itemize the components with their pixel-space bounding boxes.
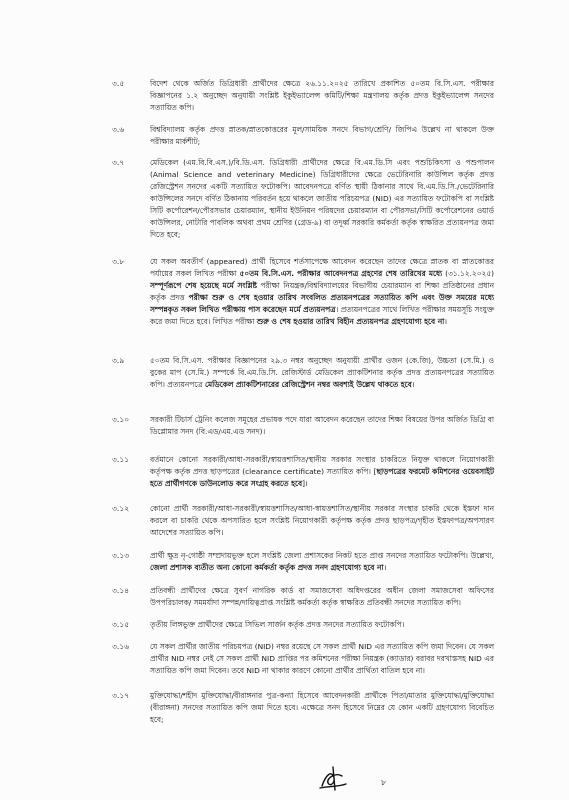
item-text: মেডিকেল (এম.বি.বি.এস.)/বি.ডি.এস. ডিগ্রিধারী প্রার্থীদের ক্ষেত্রে বি.এম.ডি.সি এবং পশুচিকিৎসা ও পশুপালন (Animal Science and veterinary Medicine) ডিগ্রিধারীদের ক্ষেত্রে ভেটেরিনারি কাউন্সিল কর্তৃক প্রদত্ত রেজিস্ট্রেশন সনদের একটি সত্যায়িত ফটোকপি। আবেদনপত্রে বর্ণিত স্থায়ী ঠিকানার সাথে বি.এম.ডি.সি./ভেটেরিনারি কাউন্সিলের সনদে বর্ণিত ঠিকানায় পরিবর্তন হয়ে থাকলে জাতীয় পরিচয়পত্র (NID) এর সত্যায়িত ফটোকপি বা সংশ্লিষ্ট সিটি কর্পোরেশন/পৌরসভার চেয়ারম্যান, স্থানীয় ইউনিয়ন পরিষদের চেয়ারম্যান বা পৌরসভা/সিটি কর্পোরেশনের ওয়ার্ড কাউন্সিলর, নোটারি পাবলিক অথবা প্রথম শ্রেণির (গ্রেড-৯) বা তদূর্ধ্ব সরকারি কর্মকর্তা কর্তৃক স্বাক্ষরিত প্রত্যয়নপত্র জমা দিতে হবে; (150, 158, 494, 239)
item-text: বর্তমানে কোনো সরকারী/আধা-সরকারী/স্বায়ত্তশাসিত/স্থানীয় সরকার সংস্থার চাকরিতে নিযুক্ত থাকলে নিয়োগকারী কর্তৃপক্ষ কর্তৃক প্রদত্ত ছাড়পত্রের (clearance certificate) সত্যায়িত কপি। [ছাড়পত্রের ফরমেট কমিশনের ওয়েবসাইট হতে প্রার্থীগণকে ডাউনলোড করে সংগ্রহ করতে হবে]। (150, 455, 494, 488)
item-number: ৩.৫ (112, 79, 125, 88)
item-text: বিদেশ থেকে অর্জিত ডিগ্রিধারী প্রার্থীদের ক্ষেত্রে ২৬.১১.২০২৫ তারিখে প্রকাশিত ৫০তম বি.সি.এস. পরীক্ষার বিজ্ঞাপনের ১.২ অনুচ্ছেদ অনুযায়ী সংশ্লিষ্ট ইকুইভ্যালেন্স কমিটি/শিক্ষা মন্ত্রণালয় কর্তৃক প্রদত্ত ইকুইভ্যালেন্স সনদের সত্যায়িত কপি। (150, 79, 494, 112)
item-text: সরকারী টিচার্স ট্রেনিং কলেজ সমূহের প্রভাষক পদে যারা আবেদন করেছেন তাদের শিক্ষা বিষয়ের উপর অর্জিত ডিগ্রি বা ডিপ্লোমার সনদ (বি.এড/এম.এড সনদ)। (150, 415, 494, 436)
item-number: ৩.৬ (112, 125, 125, 134)
item-text: তৃতীয় লিঙ্গভুক্ত প্রার্থীদের ক্ষেত্রে সিভিল সার্জন কর্তৃক প্রদত্ত সনদের সত্যায়িত ফটোকপি। (150, 620, 405, 629)
item-number: ৩.১৪ (112, 586, 130, 595)
item-text: কোনো প্রার্থী সরকারী/আধা-সরকারী/স্বায়ত্তশাসিত/আধা-স্বায়ত্তশাসিত/স্থানীয় সরকার সংস্থার চাকরি থেকে ইস্তফা দান করলে বা চাকরি থেকে অপসারিত হলে সংশ্লিষ্ট নিয়োগকারী কর্তৃপক্ষ কর্তৃক প্রদত্ত ছাড়পত্র/গৃহীত ইস্তফাপত্র/অপসারণ আদেশের সত্যায়িত কপি। (150, 504, 494, 537)
item-number: ৩.১২ (112, 504, 130, 513)
emphasis-text: পরীক্ষা শুরু ও শেষ হওয়ার তারিখ সংবলিত প্রত্যয়নপত্রের সত্যায়িত কপি এবং উক্ত সময়ের মধ্যে সম্পন্নকৃত সকল লিখিত পরীক্ষায় পাস করেছেন মর্মে প্রত্যয়নপত্র (150, 293, 494, 314)
emphasis-text: ছাড়পত্রের ফরমেট কমিশনের ওয়েবসাইট হতে প্রার্থীগণকে ডাউনলোড করে সংগ্রহ করতে হবে (150, 467, 494, 488)
item-text: যে সকল প্রার্থীর জাতীয় পরিচয়পত্র (NID) নম্বর রয়েছে সে সকল প্রার্থী NID এর সত্যায়িত কপি জমা দিবেন। যে সকল প্রার্থীর NID নম্বর নেই সে সকল প্রার্থী NID প্রাপ্তির পর কমিশনের পরীক্ষা নিয়ন্ত্রক (ক্যাডার) বরাবর দরখাস্তসহ NID এর সত্যায়িত কপি জমা দিবেন। তবে NID না থাকার কারণে কোনো প্রার্থীর প্রার্থিতা বাতিল হবে না। (150, 642, 494, 675)
item-number: ৩.১৫ (112, 620, 130, 629)
emphasis-text: মেডিকেল প্র্যাকটিশনারের রেজিস্ট্রেশন নম্বর অবশ্যই উল্লেখ থাকতে হবে (205, 380, 412, 389)
item-text: ৫০তম বি.সি.এস. পরীক্ষার বিজ্ঞাপনের ২৯.৩ নম্বর অনুচ্ছেদ অনুযায়ী প্রার্থীর ওজন (কে.জি), উচ্চতা (সে.মি.) ও বুকের মাপ (সে.মি.) সম্পর্কে বি.এম.ডি.সি. রেজিস্টার্ড মেডিকেল প্র্যাকটিশনার কর্তৃক প্রদত্ত প্রত্যয়নপত্রের সত্যায়িত কপি। প্রত্যয়নপত্রে মেডিকেল প্র্যাকটিশনারের রেজিস্ট্রেশন নম্বর অবশ্যই উল্লেখ থাকতে হবে। (150, 356, 494, 389)
item-text: প্রতিবন্ধী প্রার্থীদের ক্ষেত্রে সুবর্ণ নাগরিক কার্ড বা সমাজসেবা অধিদপ্তরের অধীন জেলা সমাজসেবা অফিসের উপপরিচালক/ সমমর্যাদা সম্পন্ন/দায়িত্বপ্রাপ্ত সংশ্লিষ্ট কর্মকর্তা কর্তৃক স্বাক্ষরিত প্রতিবন্ধী সনদের সত্যায়িত কপি। (150, 586, 494, 607)
signature (316, 764, 350, 794)
page-number: ৮ (381, 778, 387, 787)
item-number: ৩.১৩ (112, 551, 130, 560)
item-number: ৩.৯ (112, 356, 125, 365)
emphasis-text: ৫০তম বি.সি.এস. পরীক্ষার আবেদনপত্র গ্রহণের শেষ তারিখের মধ্যে (239, 269, 443, 278)
emphasis-text: শুরু ও শেষ হওয়ার তারিখ বিহীন প্রত্যয়নপত্র গ্রহণযোগ্য হবে না (256, 317, 445, 326)
item-number: ৩.১৭ (112, 691, 130, 700)
item-text: প্রার্থী ক্ষুদ্র নৃ-গোষ্ঠী সম্প্রদায়ভুক্ত হলে সংশ্লিষ্ট জেলা প্রশাসকের নিকট হতে প্রাপ্ত সনদের সত্যায়িত ফটোকপি। উল্লেখ্য, জেলা প্রশাসক ব্যতীত অন্য কোনো কর্মকর্তা কর্তৃক প্রদত্ত সনদ গ্রহণযোগ্য হবে না। (150, 551, 494, 572)
item-number: ৩.৮ (112, 257, 125, 266)
item-text: বিশ্ববিদ্যালয় কর্তৃক প্রদত্ত স্নাতক/স্নাতকোত্তরের মূল/সাময়িক সনদে বিভাগ/শ্রেণি/ জিপিএ উল্লেখ না থাকলে উক্ত পরীক্ষার মার্কশীট; (150, 125, 494, 146)
item-number: ৩.৭ (112, 158, 125, 167)
item-text: মুক্তিযোদ্ধা/শহীদ মুক্তিযোদ্ধা/বীরাঙ্গনার পুত্র-কন্যা হিসেবে আবেদনকারী প্রার্থীকে পিতা/মাতার মুক্তিযোদ্ধা/মুক্তিযোদ্ধা (বীরাঙ্গনা) সনদের সত্যায়িত কপি জমা দিতে হবে। এক্ষেত্রে সনদ হিসেবে নিম্নের যে কোন একটি গ্রহণযোগ্য বিবেচিত হবে; (150, 691, 494, 724)
item-number: ৩.১০ (112, 415, 130, 424)
item-number: ৩.১৬ (112, 642, 130, 651)
emphasis-text: সম্পূর্ণরূপে শেষ হয়েছে মর্মে সংশ্লিষ্ট (150, 281, 257, 290)
emphasis-text: জেলা প্রশাসক ব্যতীত অন্য কোনো কর্মকর্তা কর্তৃক প্রদত্ত সনদ গ্রহণযোগ্য হবে না (150, 563, 384, 572)
item-number: ৩.১১ (112, 455, 130, 464)
item-text: যে সকল অবতীর্ণ (appeared) প্রার্থী হিসেবে শর্তসাপেক্ষে আবেদন করেছেন তাদের ক্ষেত্রে স্নাতক বা স্নাতকোত্তর পর্যায়ের সকল লিখিত পরীক্ষা ৫০তম বি.সি.এস. পরীক্ষার আবেদনপত্র গ্রহণের শেষ তারিখের মধ্যে (৩১.১২.২০২৫) সম্পূর্ণরূপে শেষ হয়েছে মর্মে সংশ্লিষ্ট পরীক্ষা নিয়ন্ত্রক/বিশ্ববিদ্যালয়ের বিভাগীয় চেয়ারম্যান বা শিক্ষা প্রতিষ্ঠানের প্রধান কর্তৃক প্রদত্ত পরীক্ষা শুরু ও শেষ হওয়ার তারিখ সংবলিত প্রত্যয়নপত্রের সত্যায়িত কপি এবং উক্ত সময়ের মধ্যে সম্পন্নকৃত সকল লিখিত পরীক্ষায় পাস করেছেন মর্মে প্রত্যয়নপত্র। প্রত্যয়নপত্রের সাথে লিখিত পরীক্ষার সময়সূচি সংযুক্ত করে জমা দিতে হবে। লিখিত পরীক্ষা শুরু ও শেষ হওয়ার তারিখ বিহীন প্রত্যয়নপত্র গ্রহণযোগ্য হবে না। (150, 257, 494, 326)
